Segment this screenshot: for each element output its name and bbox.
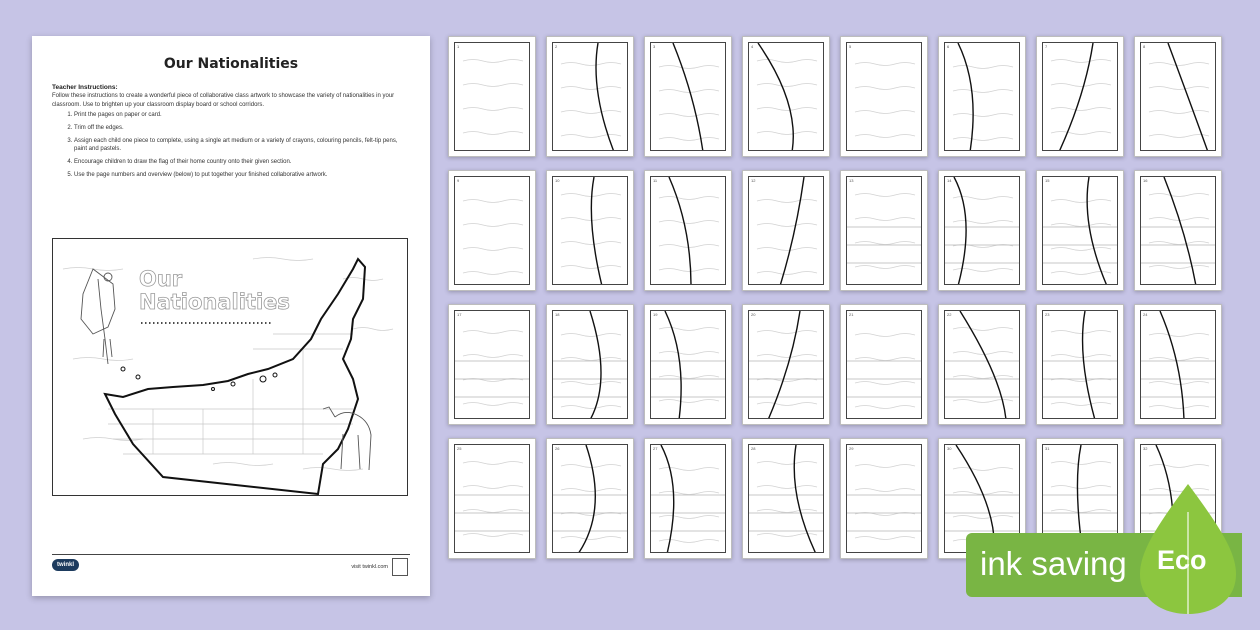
tile-number: 8 — [1143, 44, 1146, 49]
quality-badge-icon — [392, 558, 408, 576]
tile-drawing — [455, 177, 530, 285]
tile-drawing — [1141, 311, 1216, 419]
tile-number: 1 — [457, 44, 460, 49]
footer-url: visit twinkl.com — [351, 564, 388, 570]
tile-drawing — [847, 311, 922, 419]
artwork-tile — [448, 438, 536, 559]
tile-frame — [1042, 42, 1118, 151]
tile-number: 15 — [1045, 178, 1050, 183]
tile-frame — [552, 310, 628, 419]
tile-number: 20 — [751, 312, 756, 317]
tile-number: 24 — [1143, 312, 1148, 317]
tile-drawing — [1043, 43, 1118, 151]
artwork-tile — [840, 36, 928, 157]
tile-frame — [552, 176, 628, 285]
artwork-tile — [546, 304, 634, 425]
tile-frame — [846, 176, 922, 285]
tile-frame — [1140, 176, 1216, 285]
artwork-tile — [1036, 170, 1124, 291]
tile-frame — [748, 444, 824, 553]
artwork-tile — [1134, 304, 1222, 425]
tile-drawing — [945, 43, 1020, 151]
tile-drawing — [553, 311, 628, 419]
artwork-tile — [840, 438, 928, 559]
tile-drawing — [749, 177, 824, 285]
artwork-tile — [1036, 36, 1124, 157]
instruction-steps — [52, 111, 410, 179]
tile-drawing — [455, 43, 530, 151]
artwork-tile — [644, 438, 732, 559]
tile-number: 6 — [947, 44, 950, 49]
tile-drawing — [945, 311, 1020, 419]
tile-frame — [748, 176, 824, 285]
tile-drawing — [651, 311, 726, 419]
tile-number: 17 — [457, 312, 462, 317]
tile-drawing — [847, 177, 922, 285]
artwork-tile — [840, 304, 928, 425]
tile-number: 26 — [555, 446, 560, 451]
tile-number: 32 — [1143, 446, 1148, 451]
artwork-tile — [644, 36, 732, 157]
artwork-overview — [52, 238, 408, 496]
tile-number: 31 — [1045, 446, 1050, 451]
artwork-tile — [1134, 36, 1222, 157]
artwork-tile — [546, 438, 634, 559]
tile-frame — [650, 42, 726, 151]
instruction-step: 4. Encourage children to draw the flag of their home country onto their given section. — [74, 158, 410, 166]
tile-number: 30 — [947, 446, 952, 451]
tile-number: 29 — [849, 446, 854, 451]
tile-frame — [846, 42, 922, 151]
tile-number: 14 — [947, 178, 952, 183]
artwork-tile — [1036, 304, 1124, 425]
tile-frame — [1042, 310, 1118, 419]
document-footer — [52, 554, 410, 585]
instruction-step: 5. Use the page numbers and overview (below) to put together your finished collaborative artwork. — [74, 171, 410, 179]
artwork-tile — [644, 170, 732, 291]
document-title: Our Nationalities — [163, 56, 299, 72]
artwork-tile — [1134, 170, 1222, 291]
tile-number: 28 — [751, 446, 756, 451]
artwork-tile — [448, 36, 536, 157]
tile-drawing — [847, 445, 922, 553]
tile-number: 27 — [653, 446, 658, 451]
tile-frame — [748, 310, 824, 419]
document-page — [32, 36, 430, 596]
tile-frame — [650, 310, 726, 419]
instruction-step: 2. Trim off the edges. — [74, 124, 410, 132]
instruction-step: 3. Assign each child one piece to complete, using a single art medium or a variety of crayons, colouring pencils, felt-tip pens, paint and pastels. — [74, 137, 410, 153]
tile-frame — [454, 310, 530, 419]
tile-drawing — [1043, 311, 1118, 419]
tile-number: 21 — [849, 312, 854, 317]
tile-drawing — [651, 43, 726, 151]
tile-frame — [944, 310, 1020, 419]
tile-frame — [1140, 310, 1216, 419]
artwork-tile — [448, 170, 536, 291]
artwork-tile — [742, 170, 830, 291]
tile-frame — [650, 444, 726, 553]
tile-drawing — [553, 445, 628, 553]
tile-number: 18 — [555, 312, 560, 317]
instructions-intro: Follow these instructions to create a wonderful piece of collaborative class artwork to showcase the variety of nationalities in your classroom. Use to brighten up your classroom display board or school corridors. — [52, 93, 395, 108]
tile-number: 4 — [751, 44, 754, 49]
tile-frame — [944, 42, 1020, 151]
tile-drawing — [455, 445, 530, 553]
tile-drawing — [945, 177, 1020, 285]
tile-number: 9 — [457, 178, 460, 183]
tile-frame — [1042, 176, 1118, 285]
artwork-tile — [546, 36, 634, 157]
artwork-tile — [742, 304, 830, 425]
tile-number: 25 — [457, 446, 462, 451]
artwork-tile — [448, 304, 536, 425]
tile-frame — [748, 42, 824, 151]
tile-drawing — [749, 43, 824, 151]
tile-frame — [846, 444, 922, 553]
tile-number: 10 — [555, 178, 560, 183]
tile-number: 11 — [653, 178, 658, 183]
overview-illustration — [53, 239, 408, 496]
tile-drawing — [651, 445, 726, 553]
tile-drawing — [1141, 43, 1216, 151]
tile-frame — [552, 444, 628, 553]
tile-frame — [846, 310, 922, 419]
overview-title-line2: Nationalities — [139, 290, 290, 314]
tile-drawing — [749, 445, 824, 553]
tile-frame — [1140, 42, 1216, 151]
artwork-tile — [644, 304, 732, 425]
tile-frame — [454, 42, 530, 151]
tile-drawing — [553, 43, 628, 151]
tile-drawing — [455, 311, 530, 419]
artwork-tile — [742, 36, 830, 157]
tile-frame — [454, 176, 530, 285]
tile-number: 13 — [849, 178, 854, 183]
tile-drawing — [1043, 177, 1118, 285]
instructions-heading: Teacher Instructions: — [52, 84, 118, 91]
artwork-tile — [938, 304, 1026, 425]
overview-title-line1: Our — [139, 267, 183, 291]
artwork-tile — [938, 170, 1026, 291]
eco-label: Eco — [1157, 545, 1207, 575]
tile-number: 5 — [849, 44, 852, 49]
artwork-tile — [742, 438, 830, 559]
tile-number: 16 — [1143, 178, 1148, 183]
tile-drawing — [847, 43, 922, 151]
ink-saving-label: ink saving — [980, 545, 1127, 582]
tile-frame — [454, 444, 530, 553]
twinkl-logo: twinkl — [52, 559, 79, 571]
artwork-tile — [938, 36, 1026, 157]
tile-drawing — [553, 177, 628, 285]
tile-frame — [944, 176, 1020, 285]
tile-number: 12 — [751, 178, 756, 183]
tile-number: 23 — [1045, 312, 1050, 317]
tile-frame — [552, 42, 628, 151]
tile-number: 7 — [1045, 44, 1048, 49]
tile-drawing — [1141, 177, 1216, 285]
instruction-step: 1. Print the pages on paper or card. — [74, 111, 410, 119]
tile-number: 19 — [653, 312, 658, 317]
tile-number: 3 — [653, 44, 656, 49]
tile-drawing — [651, 177, 726, 285]
tile-drawing — [749, 311, 824, 419]
tile-number: 2 — [555, 44, 558, 49]
artwork-tile — [840, 170, 928, 291]
tile-frame — [650, 176, 726, 285]
artwork-tile — [546, 170, 634, 291]
tile-number: 22 — [947, 312, 952, 317]
